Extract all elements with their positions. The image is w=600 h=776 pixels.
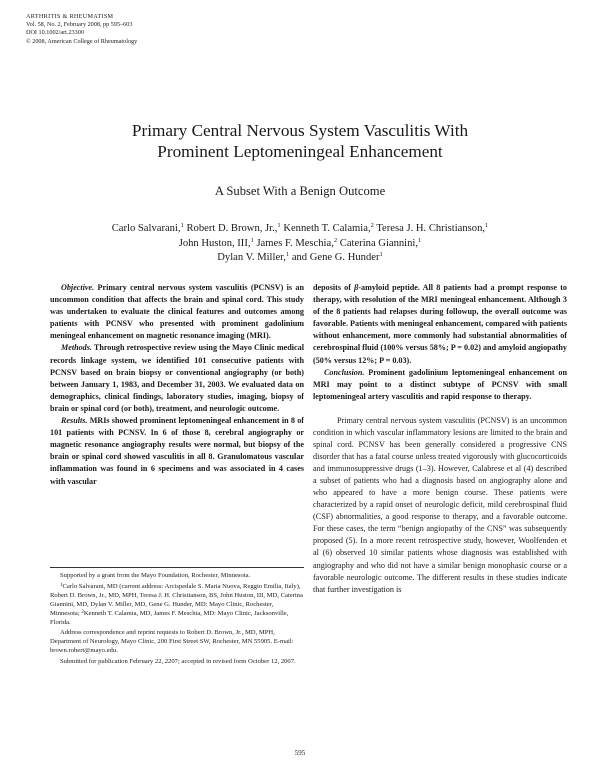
abstract-conclusion: [313, 367, 567, 403]
objective-heading: Objective.: [61, 283, 95, 292]
author: Kenneth T. Calamia,$^2$: [283, 222, 374, 234]
title-line-2: Prominent Leptomeningeal Enhancement: [157, 142, 443, 161]
footnote-affiliations: $^1$Carlo Salvarani, MD (current address: Arcispedale S. Maria Nuova, Reggio Emilia, Italy), Robert D. Brown, Jr., MD, MPH, Teresa J. H. Christianson, BS, John Huston, III, MD, Caterina Giannini, MD, Dylan V. Miller, MD, Gene G. Hunder, MD: Mayo Clinic, Rochester, Minnesota; $^2$Kenneth T. Calamia, MD, James F. Meschia, MD: Mayo Clinic, Jacksonville, Florida.: [50, 582, 303, 626]
footnotes: [50, 567, 304, 669]
abstract-right-part: [313, 282, 567, 403]
beta-symbol: β: [354, 283, 359, 292]
abstract-objective: [50, 282, 304, 342]
author-list: [60, 222, 540, 266]
methods-text: Through retrospective review using the Mayo Clinic medical records linkage system, we identified 101 consecutive patients with PCNSV based on brain biopsy or conventional angiography (or both) between January 1, 1983, and December 31, 2003. We evaluated data on demographics, clinical findings, laboratory studies, imaging, biopsy of brain or spinal cord (or both), treatment, and neurologic outcome.: [50, 343, 304, 413]
author: Carlo Salvarani,$^1$: [111, 222, 184, 234]
footnote-submitted: Submitted for publication February 22, 2207; accepted in revised form October 12, 2007.: [60, 658, 296, 666]
author: Robert D. Brown, Jr.,$^1$: [186, 222, 281, 234]
conclusion-heading: Conclusion.: [324, 367, 365, 377]
abstract-results-continued: deposits of β-amyloid peptide. All 8 patients had a prompt response to therapy, with resolution of the MRI meningeal enhancement. Although 3 of the 8 patients had relapses during followup, the overall outcome was favorable. Patients with meningeal enhancement, compared with patients without enhancement, more commonly had substantial abnormalities of cerebrospinal fluid (100% versus 58%; P = 0.02) and amyloid angiopathy (50% versus 12%; P = 0.03).: [313, 283, 567, 365]
paper-title: [0, 120, 600, 162]
author: James F. Meschia,$^2$: [256, 236, 338, 249]
author: Caterina Giannini,$^1$: [339, 236, 422, 249]
title-block: [0, 120, 600, 199]
abstract-methods: [50, 342, 304, 415]
footnote-correspondence: Address correspondence and reprint requests to Robert D. Brown, Jr., MD, MPH, Department of Neurology, Mayo Clinic, 200 First Street SW, Rochester, MN 55905. E-mail: brown.robert@mayo.edu.: [50, 629, 294, 655]
footnote-support: Supported by a grant from the Mayo Foundation, Rochester, Minnesota.: [60, 572, 251, 579]
right-column: [313, 282, 567, 596]
introduction-paragraph: Primary central nervous system vasculitis (PCNSV) is an uncommon condition in which vascular inflammatory lesions are limited to the brain and spinal cord. PCNSV has been generally considered a progressive CNS disorder that has a fatal course unless treated vigorously with glucocorticoids and immunosuppressive drugs (1–3). However, Calabrese et al (4) described a subset of patients who had a diagnosis based on angiography alone and who appeared to have a more benign course. These patients were characterized by a rapid onset of neurologic deficit, mild cerebrospinal fluid (CSF) abnormalities, a good response to therapy, and a favorable outcome. For these cases, the term “benign angiopathy of the CNS” was subsequently proposed (5). In a more recent retrospective study, however, Woolfenden et al (6) observed 10 similar patients whose diagnosis was established with angiography and who did not have a similar benign monophasic course or a favorable neurologic outcome. The different results in these studies indicate that further investigation is: [313, 415, 567, 594]
journal-header: [26, 13, 137, 46]
journal-volume: Vol. 58, No. 2, February 2008, pp 595–603: [26, 21, 133, 29]
results-heading: Results.: [61, 416, 88, 426]
objective-text: Primary central nervous system vasculitis (PCNSV) is an uncommon condition that affects the brain and spinal cord. This study was undertaken to evaluate the clinical features and outcomes among patients with PCNSV who presented with prominent gadolinium meningeal enhancement on magnetic resonance imaging (MRI).: [50, 283, 304, 341]
abstract-results: [50, 415, 304, 488]
author: and Gene G. Hunder$^1$: [291, 251, 383, 264]
journal-name: ARTHRITIS & RHEUMATISM: [26, 13, 114, 20]
page-number: 595: [294, 749, 306, 757]
methods-heading: Methods.: [61, 343, 92, 353]
results-text: MRIs showed prominent leptomeningeal enhancement in 8 of 101 patients with PCNSV. In 6 of those 8, cerebral angiography or magnetic resonance angiography results were normal, but biopsy of the brain or spinal cord showed vasculitis in all 8. Granulomatous vascular inflammation was found in 6 specimens and was associated in 4 cases with vascular: [50, 416, 304, 486]
journal-doi: DOI 10.1002/art.23300: [26, 29, 84, 37]
abstract-left-column: [50, 282, 304, 488]
title-line-1: Primary Central Nervous System Vasculitis With: [131, 121, 469, 140]
journal-copyright: © 2008, American College of Rheumatology: [26, 37, 138, 45]
author: Teresa J. H. Christianson,$^1$: [376, 222, 489, 234]
author: Dylan V. Miller,$^1$: [217, 251, 290, 264]
author: John Huston, III,$^1$: [178, 236, 254, 249]
paper-subtitle: A Subset With a Benign Outcome: [214, 184, 386, 198]
conclusion-text: Prominent gadolinium leptomeningeal enhancement on MRI may point to a distinct subtype of PCNSV with small leptomeningeal artery vasculitis and rapid response to therapy.: [313, 367, 568, 401]
